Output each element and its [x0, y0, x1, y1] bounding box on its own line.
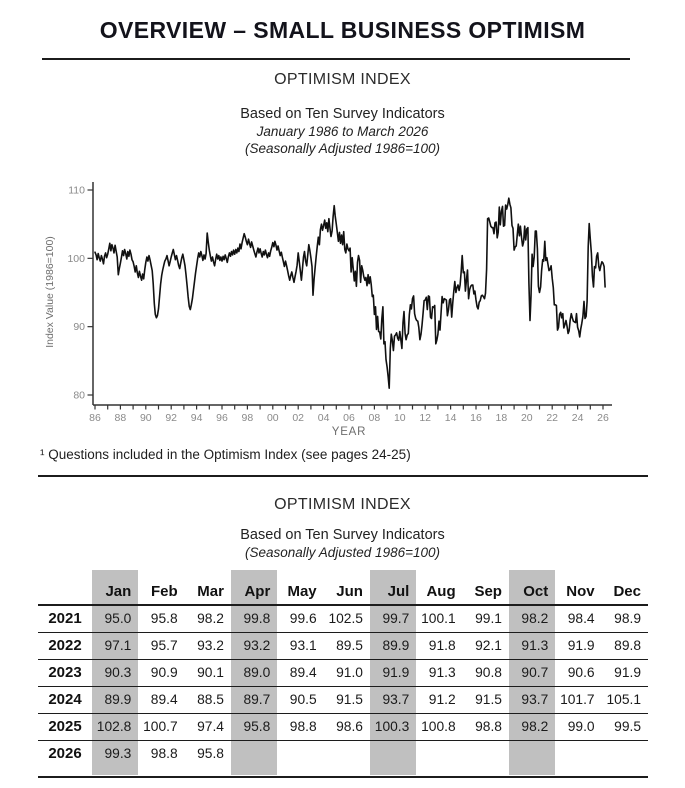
cell-2024-dec: 105.1: [602, 686, 648, 713]
x-tick-label: 02: [292, 412, 305, 424]
table-section-note: (Seasonally Adjusted 1986=100): [244, 545, 440, 560]
col-header-jan: Jan: [92, 570, 138, 605]
y-tick-label: 80: [73, 389, 85, 402]
cell-2021-aug: 100.1: [416, 605, 462, 632]
table-section-subtitle: Based on Ten Survey Indicators: [240, 527, 445, 543]
x-tick-label: 14: [444, 412, 457, 424]
col-header-oct: Oct: [509, 570, 555, 605]
cell-2026-mar: 95.8: [197, 746, 224, 762]
header-row: [38, 570, 648, 605]
col-header-dec: Dec: [602, 570, 648, 605]
chart-section-period: January 1986 to March 2026: [256, 124, 429, 139]
footnote: ¹ Questions included in the Optimism Index (see pages 24-25): [40, 447, 411, 462]
cell-2025-jan: 102.8: [92, 713, 138, 740]
x-tick-label: 18: [495, 412, 508, 424]
cell-2026-may: [277, 740, 323, 767]
col-header-nov: Nov: [555, 570, 601, 605]
x-tick-label: 08: [368, 412, 381, 424]
cell-2026-dec: [602, 740, 648, 767]
x-tick-label: 98: [241, 412, 254, 424]
page-bottom-divider: [38, 776, 648, 778]
x-tick-label: 88: [114, 412, 127, 424]
cell-2025-jun: 98.6: [324, 713, 370, 740]
cell-2022-jan: 97.1: [92, 632, 138, 659]
col-header-mar: Mar: [185, 570, 231, 605]
cell-2026-aug: [416, 740, 462, 767]
table-row-2022: [38, 632, 648, 659]
cell-2023-jul: 91.9: [370, 659, 416, 686]
cell-2021-dec: 98.9: [602, 605, 648, 632]
row-header-2023: 2023: [38, 659, 92, 686]
row-header-2025: 2025: [38, 713, 92, 740]
cell-2022-oct: 91.3: [509, 632, 555, 659]
cell-2023-jun: 91.0: [324, 659, 370, 686]
cell-2022-dec: 89.8: [602, 632, 648, 659]
cell-2022-jun: 89.5: [324, 632, 370, 659]
chart-section-subtitle: Based on Ten Survey Indicators: [240, 106, 445, 122]
title-divider: [42, 58, 630, 60]
optimism-index-chart: [40, 168, 640, 438]
x-tick-label: 26: [597, 412, 609, 424]
cell-2023-apr: 89.0: [231, 659, 277, 686]
cell-2024-feb: 89.4: [138, 686, 184, 713]
col-header-sep: Sep: [463, 570, 509, 605]
x-tick-label: 12: [419, 412, 432, 424]
cell-2023-sep: 90.8: [463, 659, 509, 686]
cell-2024-apr: 89.7: [231, 686, 277, 713]
cell-2024-nov: 101.7: [555, 686, 601, 713]
cell-2023-feb: 90.9: [138, 659, 184, 686]
optimism-series-line: [95, 198, 605, 388]
table-row-2024: [38, 686, 648, 713]
shade-extension-row: [38, 767, 648, 775]
cell-2024-sep: 91.5: [463, 686, 509, 713]
cell-2026-oct: [509, 740, 555, 767]
cell-2021-nov: 98.4: [555, 605, 601, 632]
col-header-aug: Aug: [416, 570, 462, 605]
col-header-apr: Apr: [231, 570, 277, 605]
cell-2025-aug: 100.8: [416, 713, 462, 740]
cell-2021-jan: 95.0: [92, 605, 138, 632]
cell-2021-jul: 99.7: [370, 605, 416, 632]
y-tick-label: 110: [68, 184, 85, 197]
col-header-may: May: [277, 570, 323, 605]
chart-section-note: (Seasonally Adjusted 1986=100): [244, 141, 440, 156]
table-row-2025: [38, 713, 648, 740]
cell-2026-jul: [370, 740, 416, 767]
cell-2026-jan: 99.3: [92, 740, 138, 767]
cell-2025-jul: 100.3: [370, 713, 416, 740]
cell-2021-oct: 98.2: [509, 605, 555, 632]
x-tick-label: 06: [343, 412, 355, 424]
chart-section-title: OPTIMISM INDEX: [274, 71, 411, 88]
x-tick-label: 10: [393, 412, 406, 424]
cell-2025-may: 98.8: [277, 713, 323, 740]
y-tick-label: 100: [67, 252, 85, 265]
table-row-2021: [38, 605, 648, 632]
cell-2023-jan: 90.3: [92, 659, 138, 686]
cell-2022-jul: 89.9: [370, 632, 416, 659]
x-tick-label: 92: [165, 412, 178, 424]
row-header-2024: 2024: [38, 686, 92, 713]
cell-2022-apr: 93.2: [231, 632, 277, 659]
cell-2026-sep: [463, 740, 509, 767]
cell-2024-jul: 93.7: [370, 686, 416, 713]
cell-2024-jan: 89.9: [92, 686, 138, 713]
y-axis-title: Index Value (1986=100): [44, 236, 56, 348]
cell-2025-sep: 98.8: [463, 713, 509, 740]
cell-2025-feb: 100.7: [138, 713, 184, 740]
cell-2024-may: 90.5: [277, 686, 323, 713]
table-row-2026: [38, 740, 648, 767]
cell-2026-feb: 98.8: [150, 746, 178, 762]
x-tick-label: 90: [139, 412, 152, 424]
cell-2021-may: 99.6: [277, 605, 323, 632]
cell-2022-aug: 91.8: [416, 632, 462, 659]
row-header-2026: 2026: [48, 745, 82, 763]
y-tick-label: 90: [73, 321, 85, 334]
cell-2026-apr: [231, 740, 277, 767]
cell-2022-mar: 93.2: [185, 632, 231, 659]
cell-2023-may: 89.4: [277, 659, 323, 686]
cell-2024-mar: 88.5: [185, 686, 231, 713]
cell-2021-mar: 98.2: [185, 605, 231, 632]
cell-2026-nov: [555, 740, 601, 767]
corner-cell: [38, 570, 92, 605]
cell-2024-jun: 91.5: [324, 686, 370, 713]
x-tick-label: 16: [470, 412, 482, 424]
row-header-2021: 2021: [38, 605, 92, 632]
x-tick-label: 04: [317, 412, 330, 424]
table-header: [38, 570, 648, 605]
cell-2021-sep: 99.1: [463, 605, 509, 632]
x-tick-label: 96: [216, 412, 228, 424]
cell-2025-oct: 98.2: [509, 713, 555, 740]
cell-2026-jun: [324, 740, 370, 767]
table-section-title: OPTIMISM INDEX: [274, 496, 411, 513]
x-tick-label: 94: [190, 412, 203, 424]
cell-2025-nov: 99.0: [555, 713, 601, 740]
x-axis-title: YEAR: [331, 426, 367, 438]
page-title: OVERVIEW – SMALL BUSINESS OPTIMISM: [99, 17, 586, 43]
cell-2024-oct: 93.7: [509, 686, 555, 713]
table-body: [38, 605, 648, 775]
x-tick-label: 00: [266, 412, 279, 424]
x-tick-label: 20: [520, 412, 533, 424]
footnote-divider: [38, 475, 648, 477]
optimism-index-line-chart: [40, 168, 640, 438]
cell-2025-dec: 99.5: [602, 713, 648, 740]
cell-2022-sep: 92.1: [463, 632, 509, 659]
row-header-2022: 2022: [38, 632, 92, 659]
cell-2021-feb: 95.8: [138, 605, 184, 632]
x-tick-label: 24: [571, 412, 584, 424]
x-tick-label: 22: [546, 412, 559, 424]
cell-2021-jun: 102.5: [324, 605, 370, 632]
cell-2023-dec: 91.9: [602, 659, 648, 686]
cell-2022-may: 93.1: [277, 632, 323, 659]
cell-2024-aug: 91.2: [416, 686, 462, 713]
cell-2021-apr: 99.8: [231, 605, 277, 632]
cell-2023-nov: 90.6: [555, 659, 601, 686]
table-row-2023: [38, 659, 648, 686]
col-header-feb: Feb: [138, 570, 184, 605]
cell-2025-mar: 97.4: [185, 713, 231, 740]
cell-2025-apr: 95.8: [231, 713, 277, 740]
cell-2022-nov: 91.9: [555, 632, 601, 659]
cell-2022-feb: 95.7: [138, 632, 184, 659]
cell-2023-oct: 90.7: [509, 659, 555, 686]
col-header-jun: Jun: [324, 570, 370, 605]
cell-2023-mar: 90.1: [185, 659, 231, 686]
col-header-jul: Jul: [370, 570, 416, 605]
cell-2023-aug: 91.3: [416, 659, 462, 686]
x-tick-label: 86: [89, 412, 101, 424]
optimism-index-table: [38, 570, 648, 775]
